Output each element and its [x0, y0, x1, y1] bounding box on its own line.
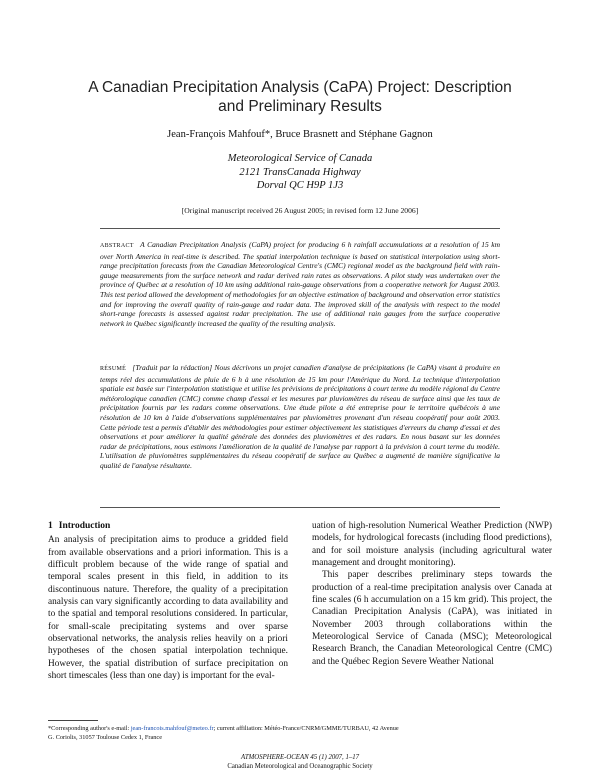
footnote-prefix: *Corresponding author's e-mail: — [48, 725, 131, 732]
section-title: Introduction — [58, 521, 111, 531]
body-column-right — [312, 520, 552, 668]
article-title — [60, 78, 540, 116]
abstract-text: A Canadian Precipitation Analysis (CaPA) project for producing 6 h rainfall accumulations at a resolution of 15 km over North America in real-time is described. The spatial interpolation technique is based on statistical interpolation using short-range precipitation forecasts from the Canadian Meteorological Centre's (CMC) regional model as the background field with rain-gauge measurements from the surface network and radar derived rain rates as observations. A pilot study was undertaken over the province of Québec at a resolution of 10 km using additional rain-gauge observations from a cooperative network for August 2003. This test period allowed the development of methodologies for an objective estimation of background and observation error statistics and for improving the overall quality of rain-gauge and radar data. The improved skill of the analysis with respect to the model short-range forecasts is assessed against radar precipitation. The use of additional rain gauges from the surface cooperative network in Québec significantly increased the quality of the resulting analysis. — [100, 240, 500, 328]
divider-bottom — [100, 507, 500, 508]
affiliation-line: 2121 TransCanada Highway — [239, 166, 361, 178]
divider-top — [100, 228, 500, 229]
intro-paragraph-2: This paper describes preliminary steps towards the production of a real-time precipitation analysis over Canada at fine scales (6 h accumulation on a 15 km grid). This project, the Canadian Precipitation Analysis (CaPA), was initiated in November 2003 through collaborations within the Meteorological Service of Canada (MSC); Meteorological Research Branch, the Canadian Meteorological Centre (CMC) and the Québec Region Severe Weather National — [312, 570, 552, 667]
resume-text: [Traduit par la rédaction] Nous décrivons un projet canadien d'analyse de précipitations (le CaPA) visant à produire en temps réel des accumulations de pluie de 6 h à une résolution de 15 km pour l'Amérique du Nord. La technique d'interpolation spatiale est basée sur l'interpolation statistique et utilise les prévisions de précipitations à court terme du modèle régional du Centre météorologique canadien (CMC) comme champ d'essai et les mesures par pluviomètres du réseau de surface ainsi que les taux de précipitation fournis par les radars comme observations. Une étude pilote a été entreprise pour le territoire québécois à une résolution de 10 km à l'aide d'observations supplémentaires par pluviomètres provenant d'un réseau coopératif pour août 2003. Cette période test a permis d'établir des méthodologies pour estimer objectivement les statistiques d'erreurs du champ d'essai et des observations et pour améliorer la qualité générale des données des pluviomètres et des radars. En nous basant sur les données radar de précipitations, nous estimons l'amélioration de la qualité de l'analyse par rapport à la prévision à court terme du modèle. L'utilisation de pluviomètres supplémentaires du réseau coopératif de surface au Québec a augmenté de manière significative la qualité de l'analyse résultante. — [100, 363, 501, 470]
footnote-suffix: ; current affiliation: Météo-France/CNRM/GMME/TURBAU, 42 Avenue — [213, 725, 399, 732]
section-heading — [48, 520, 288, 532]
author-list: Jean-François Mahfouf*, Bruce Brasnett and Stéphane Gagnon — [167, 129, 433, 140]
intro-paragraph-1-cont: uation of high-resolution Numerical Weather Prediction (NWP) models, for hydrological forecasts (including flood predictions), and for soil moisture analysis (including agricultural water management and drought monitoring). — [312, 521, 552, 569]
journal-citation: ATMOSPHERE-OCEAN 45 (1) 2007, 1–17 — [240, 754, 360, 761]
title-line-2: and Preliminary Results — [218, 98, 382, 115]
footnote-rule — [48, 720, 98, 721]
author-email-link[interactable]: jean-francois.mahfouf@meteo.fr — [130, 725, 214, 732]
intro-paragraph-1: An analysis of precipitation aims to produce a gridded field from available observations and a priori information. This is a difficult problem because of the wide range of spatial and temporal scales present in this field, in addition to its discontinuous nature. Therefore, the quality of a precipitation analysis can vary significantly according to data availability and to the spatial and temporal resolutions considered. In particular, for small-scale precipitating systems and over sparse observational networks, the analysis relies heavily on a priori hypotheses of the chosen spatial interpolation technique. However, the spatial distribution of surface precipitation on short timescales (less than one day) is important for the eval- — [48, 535, 288, 682]
section-number: 1 — [48, 521, 53, 531]
abstract — [100, 240, 500, 328]
received-note: [Original manuscript received 26 August 2005; in revised form 12 June 2006] — [181, 206, 419, 215]
resume — [100, 363, 500, 471]
abstract-label: ABSTRACT — [100, 243, 134, 249]
title-line-1: A Canadian Precipitation Analysis (CaPA) Project: Description — [88, 79, 512, 96]
affiliation-line: Dorval QC H9P 1J3 — [256, 180, 344, 191]
resume-label: RÉSUMÉ — [100, 366, 127, 372]
affiliation — [60, 152, 540, 193]
journal-society: Canadian Meteorological and Oceanographic Society — [227, 762, 373, 770]
affiliation-line: Meteorological Service of Canada — [227, 153, 373, 164]
journal-footer — [100, 754, 500, 771]
body-column-left — [48, 520, 288, 682]
footnote — [48, 724, 548, 742]
footnote-line-2: G. Coriolis, 31057 Toulouse Cedex 1, France — [48, 734, 162, 741]
